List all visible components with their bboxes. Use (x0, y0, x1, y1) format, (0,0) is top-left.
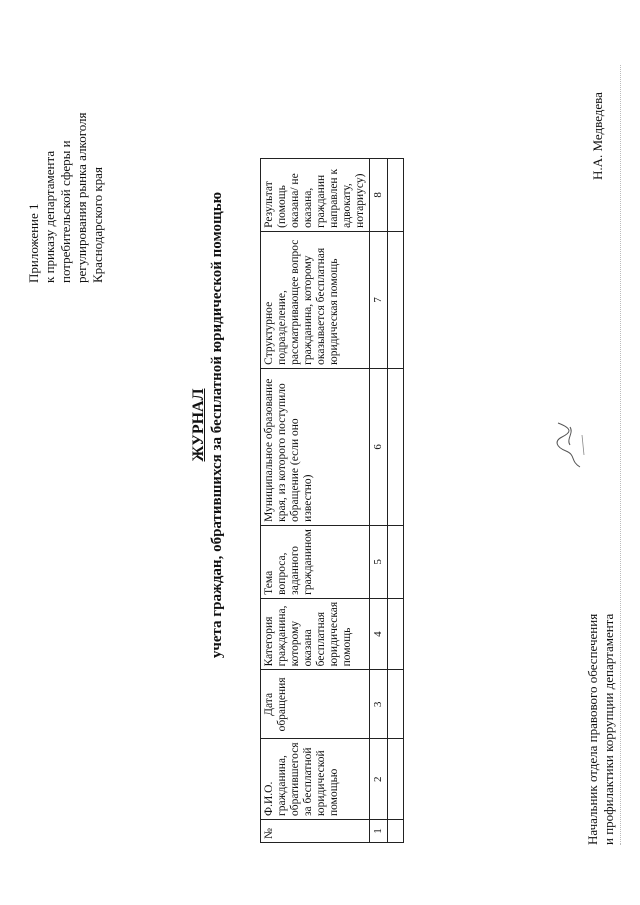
header-topic: Тема вопроса, заданного гражданином (261, 525, 370, 598)
appendix-block (26, 112, 106, 283)
column-number: 7 (370, 231, 388, 368)
table-header-row (261, 158, 370, 842)
empty-row (388, 158, 404, 842)
title-journal: ЖУРНАЛ (190, 388, 207, 462)
position-line: и профилактики коррупции департамента (601, 613, 616, 845)
column-number: 5 (370, 525, 388, 598)
header-date: Дата обращения (261, 670, 370, 739)
empty-cell (388, 158, 404, 231)
title-subtitle: учета граждан, обратившихся за бесплатной юридической помощью (209, 191, 225, 659)
appendix-line: регулирования рынка алкоголя (74, 112, 89, 283)
column-number: 3 (370, 670, 388, 739)
empty-cell (388, 739, 404, 820)
column-number-row (370, 158, 388, 842)
column-number: 4 (370, 598, 388, 670)
empty-cell (388, 598, 404, 670)
column-number: 8 (370, 158, 388, 231)
header-category: Категория гражданина, которому оказана бесплатная юридическая помощь (261, 598, 370, 670)
header-result: Результат (помощь оказана/ не оказана, гражданин направлен к адвокату, нотариусу) (261, 158, 370, 231)
appendix-line: к приказу департамента (42, 150, 57, 283)
column-number: 1 (370, 820, 388, 843)
journal-table (260, 158, 404, 843)
empty-cell (388, 525, 404, 598)
column-number: 2 (370, 739, 388, 820)
bottom-divider (620, 65, 621, 845)
appendix-line: потребительской сферы и (58, 140, 73, 283)
empty-cell (388, 670, 404, 739)
signature-scribble (540, 405, 590, 475)
document-title (190, 65, 226, 785)
header-municipality: Муниципальное образование края, из которого поступило обращение (если оно известно) (261, 368, 370, 525)
header-number: № (261, 820, 370, 843)
position-line: Начальник отдела правового обеспечения (585, 613, 600, 845)
header-department: Структурное подразделение, рассматривающее вопрос гражданина, которому оказывается бесплатная юридическая помощь (261, 231, 370, 368)
empty-cell (388, 368, 404, 525)
empty-cell (388, 231, 404, 368)
appendix-line: Краснодарского края (90, 167, 105, 283)
signer-name: Н.А. Медведева (590, 92, 605, 180)
signatory-position (585, 614, 617, 845)
empty-cell (388, 820, 404, 843)
appendix-line: Приложение 1 (26, 203, 41, 283)
column-number: 6 (370, 368, 388, 525)
header-fio: Ф.И.О. гражданина, обратившегося за бесплатной юридической помощью (261, 739, 370, 820)
